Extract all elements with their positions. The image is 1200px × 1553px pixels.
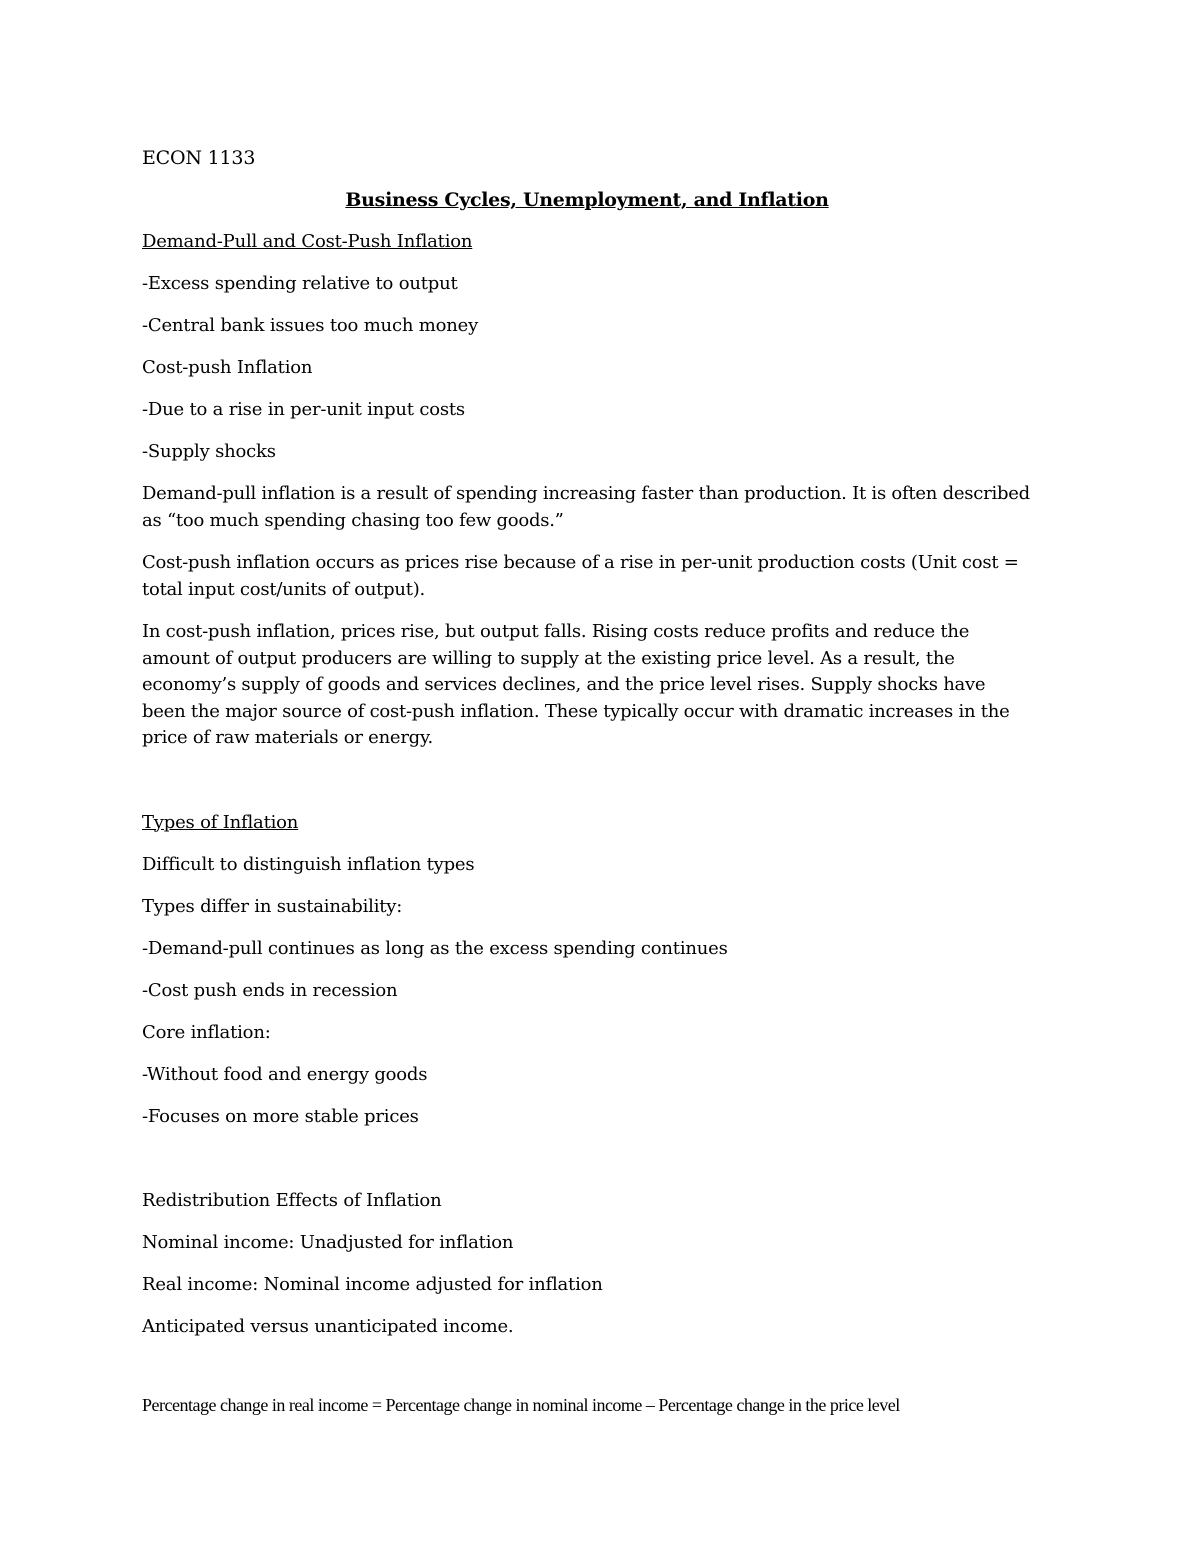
redistribution-line-1: Nominal income: Unadjusted for inflation [142, 1231, 514, 1253]
paragraph-demand-pull: Demand-pull inflation is a result of spending increasing faster than production. It is often described as “too much spending chasing too few goods.” [142, 483, 1030, 531]
bullet-input-costs: -Due to a rise in per-unit input costs [142, 399, 465, 420]
document-body [142, 145, 1032, 1434]
bullet-excess-spending: -Excess spending relative to output [142, 273, 458, 294]
bullet-central-bank: -Central bank issues too much money [142, 315, 479, 336]
types-line-3: -Demand-pull continues as long as the excess spending continues [142, 937, 728, 959]
redistribution-line-2: Real income: Nominal income adjusted for inflation [142, 1273, 603, 1295]
paragraph-cost-push: Cost-push inflation occurs as prices rise because of a rise in per-unit production costs (Unit cost = total input cost/units of output). [142, 552, 1019, 600]
types-line-5: Core inflation: [142, 1021, 271, 1043]
paragraph-cost-push-output: In cost-push inflation, prices rise, but output falls. Rising costs reduce profits and reduce the amount of output producers are willing to supply at the existing price level. As a result, the economy’s supply of goods and services declines, and the price level rises. Supply shocks have been the major source of cost-push inflation. These typically occur with dramatic increases in the price of raw materials or energy. [142, 621, 1010, 748]
document-title: Business Cycles, Unemployment, and Inflation [345, 189, 829, 211]
section-heading-redistribution: Redistribution Effects of Inflation [142, 1189, 442, 1211]
subheading-cost-push: Cost-push Inflation [142, 357, 313, 378]
bullet-supply-shocks: -Supply shocks [142, 441, 276, 462]
section-heading-types-of-inflation: Types of Inflation [142, 811, 299, 833]
types-line-6: -Without food and energy goods [142, 1063, 428, 1085]
course-code: ECON 1133 [142, 147, 256, 169]
types-line-1: Difficult to distinguish inflation types [142, 853, 475, 875]
types-line-4: -Cost push ends in recession [142, 979, 398, 1001]
section-heading-demand-pull-cost-push: Demand-Pull and Cost-Push Inflation [142, 231, 473, 252]
types-line-2: Types differ in sustainability: [142, 895, 403, 917]
redistribution-line-3: Anticipated versus unanticipated income. [142, 1315, 514, 1337]
real-income-formula: Percentage change in real income = Percentage change in nominal income – Percentage change in the price level [142, 1394, 900, 1415]
types-line-7: -Focuses on more stable prices [142, 1105, 419, 1127]
